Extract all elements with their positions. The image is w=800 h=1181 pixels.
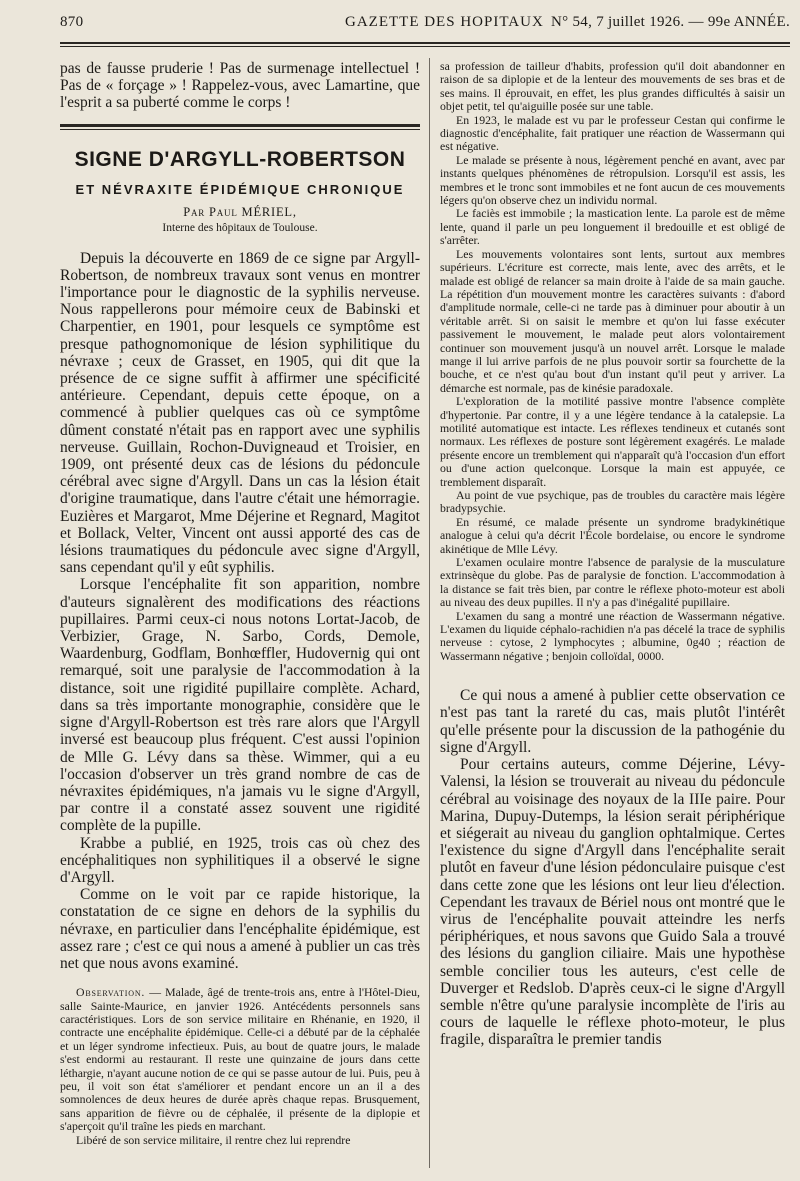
paragraph: Lorsque l'encéphalite fit son apparition, nombre d'auteurs signalèrent des modifications des réactions pupillaires. Parmi ceux-ci nous notons Lortat-Jacob, de Verbizier, Grage, N. Sarbo, Cords, Demole, Waardenburg, Godflam, Bonhœffler, Hudovernig qui ont remarqué, soit une paralysie de l'accommodation à la distance, soit une rigidité pupillaire complète. Achard, dans sa très importante monographie, considère que le signe d'Argyll-Robertson est très rare alors que l'Argyll inversé est beaucoup plus fréquent. C'est aussi l'opinion de Mlle G. Lévy dans sa thèse. Wimmer, qui a eu l'occasion d'observer un très grand nombre de cas de névraxites épidémiques, n'a jamais vu le signe d'Argyll, par contre il a constaté assez souvent une rigidité complète de la pupille. xyxy=(60,576,420,835)
observation-paragraph: L'examen oculaire montre l'absence de paralysie de la musculature extrinsèque du globe. Pas de paralysie de fonction. L'accommodation à la distance se fait très bien, par contre le réflexe photo-moteur est aboli au niveau des deux pupilles. Il n'y a pas d'inégalité pupillaire. xyxy=(440,555,785,610)
journal-title: GAZETTE DES HOPITAUX xyxy=(345,14,544,30)
paragraph: Ce qui nous a amené à publier cette observation ce n'est pas tant la rareté du cas, mais plutôt l'intérêt qu'elle présente pour la discussion de la pathogénie du signe d'Argyll. xyxy=(440,687,785,756)
article-title: SIGNE D'ARGYLL-ROBERTSON xyxy=(74,147,406,171)
observation-paragraph: Le malade se présente à nous, légèrement penché en avant, avec par instants quelques phénomènes de rétropulsion. Lorsqu'il est assis, les membres et le tronc sont immobiles et ne font aucun de ces mouvements légers qu'on observe chez un individu normal. xyxy=(440,152,785,208)
paragraph: Depuis la découverte en 1869 de ce signe par Argyll-Robertson, de nombreux travaux sont venus en montrer l'importance pour le diagnostic de la syphilis nerveuse. Nous rappellerons pour mémoire ceux de Babinski et Charpentier, en 1901, pour lesquels ce symptôme est presque pathognomonique de lésion syphilitique du névraxe ; ceux de Grasset, en 1905, qui dit que la présence de ce signe suffit à affirmer une spécificité antérieure. Cependant, depuis cette époque, on a commencé à publier quelques cas où ce symptôme dûment constaté n'était pas en rapport avec une syphilis nerveuse. Guillain, Rochon-Duvigneaud et Troisier, en 1909, ont présenté deux cas de lésions du pédoncule cérébral avec signe d'Argyll. Dans un cas la lésion était d'origine traumatique, dans l'autre c'était une hémorragie. Euzières et Margarot, Mme Déjerine et Regnard, Magitot et Bollack, Velter, Vincent ont aussi apporté des cas de lésions traumatiques du pédoncule avec signe d'Argyll, sans cependant qu'il y eût syphilis. xyxy=(60,249,420,577)
page-number: 870 xyxy=(60,14,84,30)
left-column xyxy=(60,60,420,1170)
column-separator xyxy=(429,58,430,1168)
article-subtitle: ET NÉVRAXITE ÉPIDÉMIQUE CHRONIQUE xyxy=(75,181,405,197)
header-rule-thin xyxy=(60,46,790,47)
observation-paragraph: Le faciès est immobile ; la mastication lente. La parole est de même lente, quand il parle un peu longuement il bredouille et est obligé de s'arrêter. xyxy=(440,206,785,248)
observation-paragraph xyxy=(60,986,420,1133)
article-separator xyxy=(60,124,420,127)
spacer xyxy=(440,663,785,687)
observation-paragraph: L'examen du sang a montré une réaction de Wassermann négative. L'examen du liquide céphalo-rachidien n'a pas décelé la trace de syphilis nerveuse : cytose, 2 lymphocytes ; albumine, 0g40 ; réaction de Wassermann négative ; benjoin colloïdal, 0000. xyxy=(440,608,785,663)
header-rule xyxy=(60,42,790,44)
spacer xyxy=(60,972,420,986)
author-affiliation: Interne des hôpitaux de Toulouse. xyxy=(162,221,318,234)
observation-paragraph: En 1923, le malade est vu par le professeur Cestan qui confirme le diagnostic d'encéphalite, fait pratiquer une réaction de Wassermann qui est négative. xyxy=(440,112,785,154)
paragraph: Pour certains auteurs, comme Déjerine, Lévy-Valensi, la lésion se trouverait au niveau du pédoncule cérébral au voisinage des noyaux de la IIIe paire. Pour Marina, Dupuy-Dutemps, la lésion serait périphérique et siégerait au niveau du ganglion ophtalmique. Certes l'existence du signe d'Argyll dans l'encéphalite serait plutôt en faveur d'une lésion pédonculaire puisque c'est dans cette zone que les lésions ont leur lieu d'élection. Cependant les travaux de Bériel nous ont montré que le virus de l'encéphalite pouvait atteindre les nerfs périphériques, et nous savons que Guido Sala a trouvé des lésions du ganglion ciliaire. Mais une hypothèse semble concilier tous les auteurs, c'est celle de Duverger et Redslob. D'après ceux-ci le signe d'Argyll semble n'être qu'une paralysie incomplète de l'iris au cours de laquelle le réflexe photo-moteur, le plus fragile, disparaîtra le premier tandis xyxy=(440,756,785,1049)
paragraph: Comme on le voit par ce rapide historique, la constatation de ce signe en dehors de la syphilis du névraxe, en particulier dans l'encéphalite épidémique, est assez rare ; c'est ce qui nous a amené à publier un cas très net que nous avons examiné. xyxy=(60,886,420,972)
previous-article-ending: pas de fausse pruderie ! Pas de surmenage intellectuel ! Pas de « forçage » ! Rappelez-vous, avec Lamartine, que l'esprit a sa puberté comme le corps ! xyxy=(60,60,420,112)
observation-paragraph: Les mouvements volontaires sont lents, surtout aux membres supérieurs. L'écriture est correcte, mais lente, avec des arrêts, et le malade est obligé de relancer sa main droite à l'aide de sa main gauche. La répétition d'un mouvement montre les caractères suivants : d'abord d'amplitude normale, celle-ci ne tarde pas à diminuer pour aboutir à un véritable arrêt. Si on saisit le membre et qu'on lui fasse exécuter passivement le mouvement, le malade peut alors volontairement continuer son mouvement jusqu'à un nouvel arrêt. Lorsque le malade mange il lui arrive parfois de ne plus pouvoir sortir sa fourchette de la bouche, et ce n'est qu'au bout d'un instant qu'il peut y arriver. La démarche est normale, pas de kinésie paradoxale. xyxy=(440,246,785,395)
observation-paragraph: sa profession de tailleur d'habits, profession qu'il doit abandonner en raison de sa diplopie et de la lenteur des mouvements de ses bras et de ses mains. Il éprouvait, en effet, les plus grandes difficultés à saisir un objet petit, tel qu'aiguille posée sur une table. xyxy=(440,60,785,114)
article-separator-thin xyxy=(60,129,420,130)
author-byline: Par Paul MÉRIEL, xyxy=(183,204,297,219)
observation-paragraph: En résumé, ce malade présente un syndrome bradykinétique analogue à celui qu'a décrit l'École bordelaise, ou encore le syndrome akinétique de Mlle Lévy. xyxy=(440,514,785,556)
issue-info: N° 54, 7 juillet 1926. — 99e ANNÉE. xyxy=(551,14,790,30)
observation-paragraph: L'exploration de la motilité passive montre l'absence complète d'hypertonie. Par contre, il y a une légère tendance à la catalepsie. La motilité automatique est intacte. Les réflexes tendineux et cutanés sont normaux. Les réflexes de posture sont légèrement exagérés. Le malade présente encore un tremblement qui n'apparaît qu'à l'occasion d'un effort ou d'une action quelconque. Lorsque la main est appuyée, ce tremblement disparaît. xyxy=(440,394,785,489)
paragraph: Krabbe a publié, en 1925, trois cas où chez des encéphalitiques non syphilitiques il a observé le signe d'Argyll. xyxy=(60,834,420,886)
observation-text: — Malade, âgé de trente-trois ans, entre à l'Hôtel-Dieu, salle Sainte-Maurice, en janvier 1926. Antécédents personnels sans caractéristiques. Lors de son service militaire en Rhénanie, en 1920, il contracte une encéphalite épidémique. Celle-ci a débuté par de la céphalée et un léger syndrome infectieux. Puis, au bout de quatre jours, le malade s'est endormi au restaurant. Il reste une quinzaine de jours dans cette léthargie, n'ayant aucune notion de ce qui se passe autour de lui. Puis, peu à peu, il voit son état s'améliorer et pendant encore un an il a des somnolences de deux heures de durée après chaque repas. Brusquement, sans apparition de fièvre ou de céphalée, il présente de la diplopie et s'aperçoit qu'il traîne les pieds en marchant. xyxy=(60,985,420,1134)
page-header xyxy=(60,14,790,40)
right-column xyxy=(440,60,785,1170)
observation-paragraph: Au point de vue psychique, pas de troubles du caractère mais légère bradypsychie. xyxy=(440,488,785,516)
observation-paragraph: Libéré de son service militaire, il rentre chez lui reprendre xyxy=(76,1132,351,1147)
observation-label: Observation. xyxy=(76,985,146,1000)
